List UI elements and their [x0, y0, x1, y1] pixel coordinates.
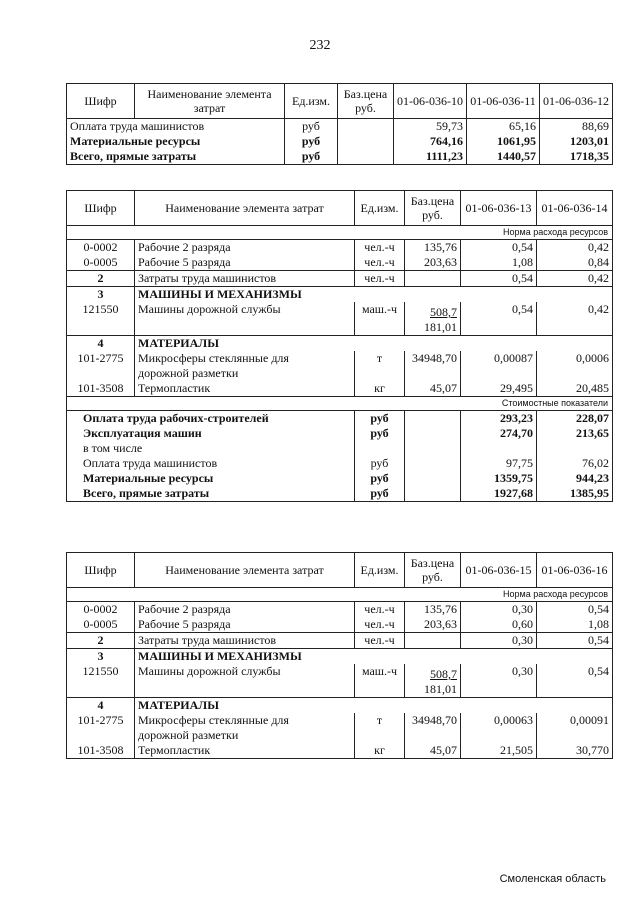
row-name: Машины дорожной службы	[135, 664, 355, 698]
cost-value: 76,02	[537, 456, 613, 471]
row-value: 0,54	[461, 302, 537, 336]
row-value: 1,08	[461, 255, 537, 271]
row-base-price: 203,63	[405, 617, 461, 633]
table-row	[67, 664, 613, 698]
table-row	[67, 240, 613, 256]
row-name: Рабочие 2 разряда	[135, 602, 355, 618]
row-unit: маш.-ч	[355, 664, 405, 698]
norm-caption: Норма расхода ресурсов	[67, 226, 613, 240]
row-unit: чел.-ч	[355, 617, 405, 633]
cost-name: Всего, прямые затраты	[67, 486, 355, 502]
section-title: МАТЕРИАЛЫ	[135, 336, 613, 352]
row-value: 0,30	[461, 664, 537, 698]
row-value: 0,42	[537, 240, 613, 256]
header-base-price: Баз.цена руб.	[405, 191, 461, 226]
cost-value: 213,65	[537, 426, 613, 441]
row-unit: кг	[355, 381, 405, 397]
row-value: 0,30	[461, 633, 537, 649]
row-code: 0-0005	[67, 617, 135, 633]
table-row	[67, 602, 613, 618]
row-code: 101-2775	[67, 713, 135, 743]
section-row	[67, 698, 613, 714]
row-code: 101-3508	[67, 743, 135, 759]
table-row	[67, 255, 613, 271]
row-value: 1,08	[537, 617, 613, 633]
table-row	[67, 381, 613, 397]
table-header	[67, 84, 613, 119]
cost-value: 1359,75	[461, 471, 537, 486]
row-value: 0,42	[537, 302, 613, 336]
row-name: Материальные ресурсы	[67, 134, 285, 149]
row-name: Затраты труда машинистов	[135, 271, 355, 287]
row-unit: руб	[285, 119, 338, 135]
row-value: 0,00087	[461, 351, 537, 381]
row-unit: руб	[285, 149, 338, 165]
table-row	[67, 743, 613, 759]
row-name	[135, 351, 355, 381]
row-value: 0,30	[461, 602, 537, 618]
row-value: 0,60	[461, 617, 537, 633]
row-base-price: 135,76	[405, 602, 461, 618]
section-code: 3	[67, 287, 135, 303]
header-unit: Ед.изм.	[355, 191, 405, 226]
cost-value: 944,23	[537, 471, 613, 486]
row-value: 0,54	[461, 240, 537, 256]
section-row	[67, 336, 613, 352]
cost-unit: руб	[355, 456, 405, 471]
row-value: 0,54	[461, 271, 537, 287]
cost-unit: руб	[355, 486, 405, 502]
row-name	[135, 713, 355, 743]
row-value: 1061,95	[467, 134, 540, 149]
header-unit: Ед.изм.	[355, 553, 405, 588]
cost-row	[67, 441, 613, 456]
row-unit: чел.-ч	[355, 271, 405, 287]
row-unit: чел.-ч	[355, 602, 405, 618]
row-value: 1440,57	[467, 149, 540, 165]
row-unit: чел.-ч	[355, 240, 405, 256]
base-price-top: 508,7	[430, 667, 457, 681]
row-code: 0-0002	[67, 602, 135, 618]
row-value: 59,73	[394, 119, 467, 135]
row-base-price: 34948,70	[405, 713, 461, 743]
row-unit: кг	[355, 743, 405, 759]
header-unit: Ед.изм.	[285, 84, 338, 119]
norm-caption-row	[67, 226, 613, 240]
table-row	[67, 351, 613, 381]
row-value: 0,00063	[461, 713, 537, 743]
cost-name: Оплата труда рабочих-строителей	[67, 411, 355, 427]
row-name-line-2: дорожной разметки	[138, 366, 239, 380]
row-value: 0,0006	[537, 351, 613, 381]
row-value: 88,69	[540, 119, 613, 135]
section-row	[67, 287, 613, 303]
table-row	[67, 633, 613, 649]
row-value: 0,54	[537, 664, 613, 698]
header-name: Наименование элемента затрат	[135, 553, 355, 588]
row-base-price	[405, 302, 461, 336]
cost-name: Материальные ресурсы	[67, 471, 355, 486]
cost-row	[67, 486, 613, 502]
row-unit: руб	[285, 134, 338, 149]
section-title: МАШИНЫ И МЕХАНИЗМЫ	[135, 287, 613, 303]
cost-name: в том числе	[67, 441, 355, 456]
cost-value: 1927,68	[461, 486, 537, 502]
cost-row	[67, 456, 613, 471]
header-col-2: 01-06-036-11	[467, 84, 540, 119]
row-base-price: 203,63	[405, 255, 461, 271]
row-name: Термопластик	[135, 381, 355, 397]
cost-table-1	[66, 83, 613, 165]
cost-value: 228,07	[537, 411, 613, 427]
row-unit: чел.-ч	[355, 633, 405, 649]
cost-unit: руб	[355, 411, 405, 427]
norm-caption-row	[67, 588, 613, 602]
row-code: 2	[67, 271, 135, 287]
row-value: 0,54	[537, 602, 613, 618]
cost-row	[67, 471, 613, 486]
row-name-line-2: дорожной разметки	[138, 728, 239, 742]
cost-value: 1385,95	[537, 486, 613, 502]
row-unit: чел.-ч	[355, 255, 405, 271]
header-col-1: 01-06-036-15	[461, 553, 537, 588]
cost-unit: руб	[355, 471, 405, 486]
row-value: 1718,35	[540, 149, 613, 165]
row-value: 1111,23	[394, 149, 467, 165]
row-base-price: 45,07	[405, 381, 461, 397]
cost-value: 274,70	[461, 426, 537, 441]
row-name: Всего, прямые затраты	[67, 149, 285, 165]
cost-table-3	[66, 552, 613, 759]
row-code: 121550	[67, 664, 135, 698]
header-col-1: 01-06-036-13	[461, 191, 537, 226]
header-code: Шифр	[67, 191, 135, 226]
row-base-price: 135,76	[405, 240, 461, 256]
cost-name: Эксплуатация машин	[67, 426, 355, 441]
table-row	[67, 134, 613, 149]
row-value: 0,84	[537, 255, 613, 271]
row-name: Рабочие 2 разряда	[135, 240, 355, 256]
table-row	[67, 271, 613, 287]
header-col-3: 01-06-036-12	[540, 84, 613, 119]
cost-caption-row	[67, 397, 613, 411]
row-value: 21,505	[461, 743, 537, 759]
cost-row	[67, 426, 613, 441]
header-base-price: Баз.цена руб.	[338, 84, 394, 119]
header-name: Наименование элемента затрат	[135, 191, 355, 226]
row-base-price: 34948,70	[405, 351, 461, 381]
row-base-price: 45,07	[405, 743, 461, 759]
row-name-line-1: Микросферы стеклянные для	[138, 351, 289, 365]
header-code: Шифр	[67, 84, 135, 119]
section-row	[67, 649, 613, 665]
table-row	[67, 713, 613, 743]
row-code: 0-0005	[67, 255, 135, 271]
base-price-bottom: 181,01	[424, 682, 457, 696]
row-name: Затраты труда машинистов	[135, 633, 355, 649]
header-name: Наименование элемента затрат	[135, 84, 285, 119]
row-value: 30,770	[537, 743, 613, 759]
row-base-price	[405, 664, 461, 698]
cost-row	[67, 411, 613, 427]
row-value: 0,42	[537, 271, 613, 287]
table-row	[67, 119, 613, 135]
header-col-2: 01-06-036-14	[537, 191, 613, 226]
row-code: 121550	[67, 302, 135, 336]
row-value: 20,485	[537, 381, 613, 397]
header-base-price: Баз.цена руб.	[405, 553, 461, 588]
section-title: МАТЕРИАЛЫ	[135, 698, 613, 714]
row-name: Машины дорожной службы	[135, 302, 355, 336]
cost-table-2	[66, 190, 613, 502]
base-price-top: 508,7	[430, 305, 457, 319]
row-code: 2	[67, 633, 135, 649]
header-col-1: 01-06-036-10	[394, 84, 467, 119]
row-value: 29,495	[461, 381, 537, 397]
section-code: 3	[67, 649, 135, 665]
base-price-bottom: 181,01	[424, 320, 457, 334]
row-code: 101-2775	[67, 351, 135, 381]
table-row	[67, 149, 613, 165]
table-header	[67, 553, 613, 588]
header-col-2: 01-06-036-16	[537, 553, 613, 588]
table-row	[67, 617, 613, 633]
section-code: 4	[67, 336, 135, 352]
row-unit: т	[355, 713, 405, 743]
page-number: 232	[309, 38, 331, 53]
table-header	[67, 191, 613, 226]
row-code: 0-0002	[67, 240, 135, 256]
header-code: Шифр	[67, 553, 135, 588]
cost-name: Оплата труда машинистов	[67, 456, 355, 471]
row-name: Термопластик	[135, 743, 355, 759]
row-unit: т	[355, 351, 405, 381]
table-row	[67, 302, 613, 336]
cost-caption: Стоимостные показатели	[67, 397, 613, 411]
row-value: 65,16	[467, 119, 540, 135]
footer-region: Смоленская область	[499, 873, 606, 885]
row-value: 0,00091	[537, 713, 613, 743]
row-name-line-1: Микросферы стеклянные для	[138, 713, 289, 727]
row-name: Рабочие 5 разряда	[135, 617, 355, 633]
row-unit: маш.-ч	[355, 302, 405, 336]
section-title: МАШИНЫ И МЕХАНИЗМЫ	[135, 649, 613, 665]
row-value: 1203,01	[540, 134, 613, 149]
cost-value: 97,75	[461, 456, 537, 471]
row-name: Оплата труда машинистов	[67, 119, 285, 135]
norm-caption: Норма расхода ресурсов	[67, 588, 613, 602]
cost-value: 293,23	[461, 411, 537, 427]
row-value: 0,54	[537, 633, 613, 649]
row-code: 101-3508	[67, 381, 135, 397]
cost-unit: руб	[355, 426, 405, 441]
row-name: Рабочие 5 разряда	[135, 255, 355, 271]
row-value: 764,16	[394, 134, 467, 149]
section-code: 4	[67, 698, 135, 714]
